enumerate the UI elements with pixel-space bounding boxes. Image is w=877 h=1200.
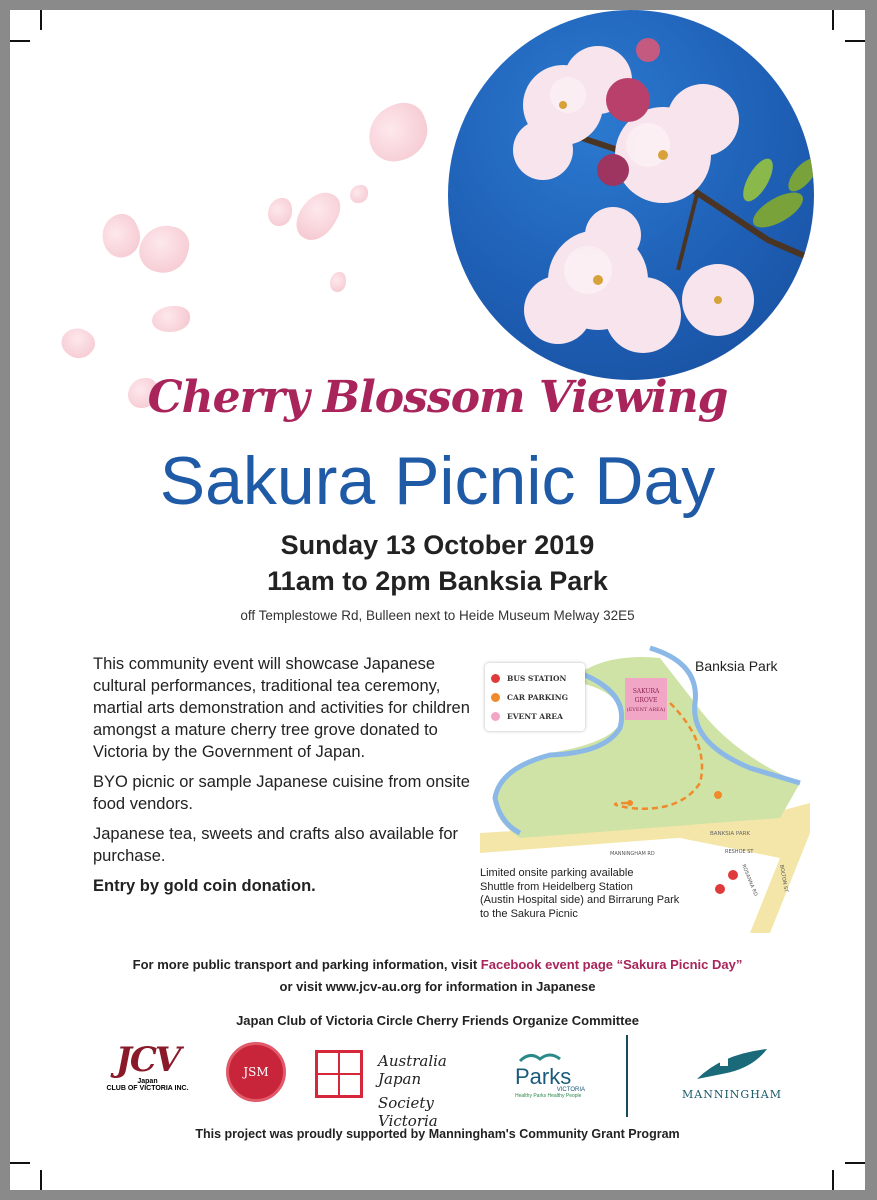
crop-mark	[832, 10, 834, 30]
crop-mark	[845, 1162, 865, 1164]
petal-decoration	[350, 185, 368, 203]
petal-decoration	[360, 96, 435, 168]
manningham-flag-icon	[692, 1044, 772, 1084]
car-parking-dot	[491, 693, 500, 702]
parks-victoria-logo	[515, 1048, 585, 1099]
crop-mark	[10, 1162, 30, 1164]
footer-credit: This project was proudly supported by Manningham's Community Grant Program	[195, 1127, 680, 1141]
script-subtitle: Cherry Blossom Viewing	[147, 372, 728, 423]
event-time-place: 11am to 2pm Banksia Park	[267, 566, 608, 596]
legend-label: BUS STATION	[507, 674, 567, 683]
event-description	[93, 653, 473, 905]
road-label: ROSANNA RD	[740, 863, 759, 898]
jcv-mark: JCV	[115, 1040, 180, 1080]
note-line: (Austin Hospital side) and Birrarung Park	[480, 894, 680, 906]
crop-mark	[40, 1170, 42, 1190]
blossom-illustration	[448, 10, 814, 380]
grove-label: GROVE	[634, 697, 658, 704]
road-label: BOLTON ST	[778, 864, 789, 893]
description-paragraph: Japanese tea, sweets and crafts also available for purchase.	[93, 825, 459, 865]
petal-decoration	[289, 184, 346, 247]
petal-decoration	[152, 306, 190, 332]
map-park-label: Banksia Park	[695, 658, 778, 674]
crop-mark	[40, 10, 42, 30]
ajsv-line: Australia Japan	[378, 1052, 447, 1088]
parks-name: Parks	[515, 1064, 572, 1089]
description-paragraph: BYO picnic or sample Japanese cuisine from onsite food vendors.	[93, 773, 470, 813]
event-address: off Templestowe Rd, Bulleen next to Heide Museum Melway 32E5	[240, 608, 635, 623]
manningham-logo	[682, 1044, 792, 1101]
event-area-dot	[491, 712, 500, 721]
note-line: Limited onsite parking available	[480, 867, 634, 879]
note-line: to the Sakura Picnic	[480, 907, 578, 920]
jcv-line: CLUB OF VICTORIA INC.	[106, 1085, 189, 1092]
ajsv-text-logo	[378, 1052, 493, 1130]
petal-decoration	[56, 321, 100, 365]
road-label: RESHOE ST	[725, 849, 754, 855]
legend-item	[491, 669, 579, 688]
manningham-name: MANNINGHAM	[682, 1088, 783, 1101]
description-paragraph: This community event will showcase Japanese cultural performances, traditional tea ceremony, martial arts demonstration and activities for children amongst a mature cherry tree grove donated to Victoria by the Government of Japan.	[93, 655, 470, 761]
cherry-blossom-photo	[448, 10, 814, 380]
jsm-mark: JSM	[243, 1065, 269, 1079]
jcv-logo	[90, 1040, 205, 1110]
petal-decoration	[135, 220, 194, 279]
bus-station-marker	[715, 884, 725, 894]
crop-mark	[832, 1170, 834, 1190]
transport-info	[10, 957, 865, 972]
legend-label: CAR PARKING	[507, 693, 569, 702]
bus-station-marker	[728, 870, 738, 880]
legend-label: EVENT AREA	[507, 712, 563, 721]
crop-mark	[10, 40, 30, 42]
petal-decoration	[268, 198, 292, 226]
map-inner-label: BANKSIA PARK	[710, 831, 751, 837]
flyer-page	[10, 10, 865, 1190]
transport-info-text: For more public transport and parking information, visit	[132, 957, 481, 972]
parks-tagline: Healthy Parks Healthy People	[515, 1093, 582, 1099]
map-legend	[485, 663, 585, 731]
website-info: or visit www.jcv-au.org for information in Japanese	[279, 979, 596, 994]
bus-station-dot	[491, 674, 500, 683]
jsm-seal-logo	[226, 1042, 286, 1102]
road-label: MANNINGHAM RD	[610, 851, 655, 857]
legend-item	[491, 707, 579, 726]
page-title: Sakura Picnic Day	[159, 443, 716, 519]
car-parking-marker	[627, 800, 633, 806]
entry-note: Entry by gold coin donation.	[93, 877, 316, 895]
grove-label: (EVENT AREA)	[626, 707, 666, 713]
organizer-line: Japan Club of Victoria Circle Cherry Friends Organize Committee	[236, 1013, 639, 1028]
grove-label: SAKURA	[632, 688, 660, 695]
event-date: Sunday 13 October 2019	[280, 530, 595, 560]
facebook-link[interactable]: Facebook event page “Sakura Picnic Day”	[480, 957, 743, 972]
ajsv-line: Society Victoria	[378, 1094, 438, 1130]
map-parking-note	[480, 867, 710, 921]
parks-wave-icon	[515, 1051, 575, 1063]
car-parking-marker	[714, 791, 722, 799]
jcv-line: Japan	[137, 1078, 158, 1085]
ajsv-kanji-logo	[315, 1050, 363, 1098]
parks-sub: VICTORIA	[556, 1087, 585, 1093]
crop-mark	[845, 40, 865, 42]
logo-divider	[626, 1035, 628, 1117]
petal-decoration	[330, 272, 346, 292]
sponsor-logos	[90, 1040, 810, 1130]
legend-item	[491, 688, 579, 707]
note-line: Shuttle from Heidelberg Station	[480, 880, 633, 893]
